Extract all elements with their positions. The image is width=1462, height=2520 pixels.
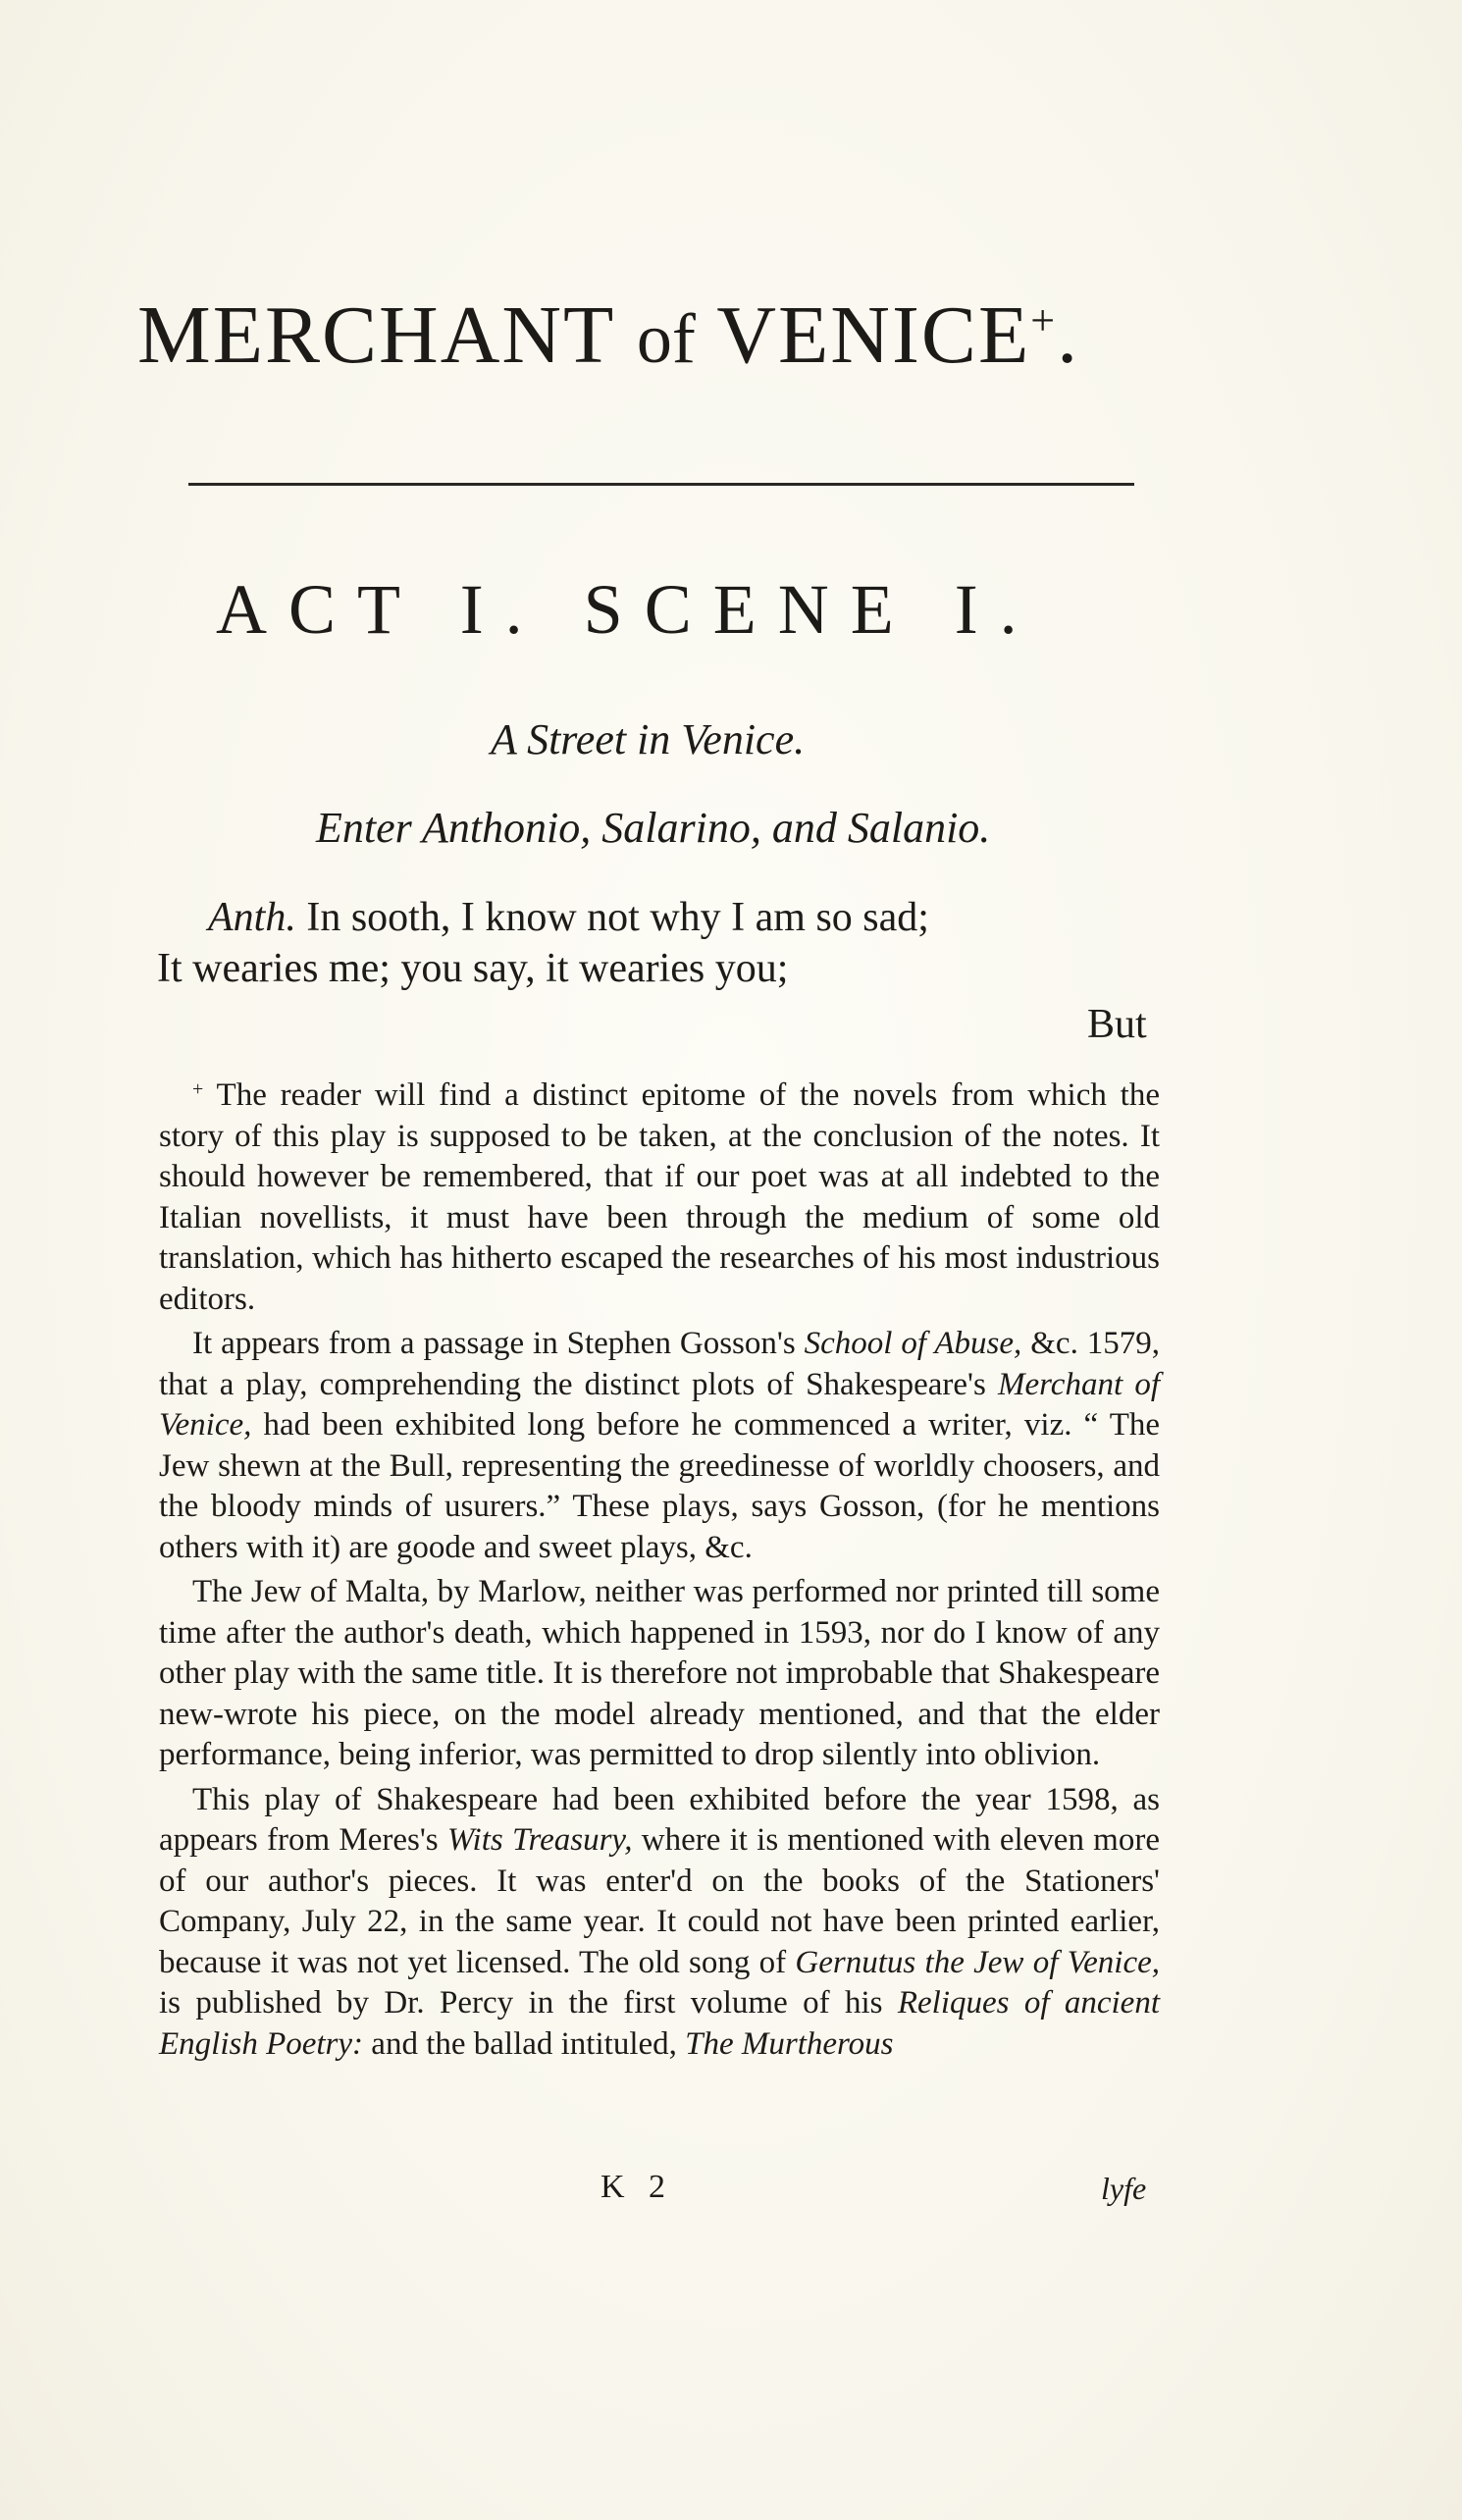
- scene-setting: A Street in Venice.: [491, 715, 806, 763]
- footnote-paragraph-1-text: The reader will find a distinct epitome of the novels from which the story of this play is supposed to be taken, at the conclusion of the notes. It should however be remembered, that if our poet was at all indebted to the Italian novellists, it must have been through the medium of some old translation, which has hitherto escaped the researches of his most industrious editors.: [159, 1077, 1160, 1317]
- title-place: VENICE: [716, 289, 1031, 381]
- footnote-4-text-g: and the ballad intituled,: [371, 2025, 677, 2062]
- footnote-4-title-murtherous: The Murtherous: [685, 2025, 894, 2062]
- footnote-mark: +: [192, 1078, 204, 1100]
- footnote-2-text-e: had been exhibited long before he commenced a writer, viz. “ The Jew shewn at the Bull, representing the greedinesse of worldly choosers, and the bloody minds of usurers.” These plays, says Gosson, (for he mentions others with it) are goode and sweet plays, &c.: [159, 1407, 1160, 1565]
- play-title: [137, 289, 1158, 381]
- title-period: .: [1057, 289, 1080, 381]
- footnote-4-title-gernutus: Gernutus the Jew of Venice,: [795, 1944, 1161, 1980]
- footnote-paragraph-3: The Jew of Malta, by Marlow, neither was performed nor printed till some time after the author's death, which happened in 1593, nor do I know of any other play with the same title. It is therefore not improbable that Shakespeare new-wrote his piece, on the model already mentioned, and that the elder performance, being inferior, was permitted to drop silently into oblivion.: [159, 1574, 1160, 1772]
- verse-line-1-text: In sooth, I know not why I am so sad;: [306, 895, 929, 940]
- footnote-paragraph-1: [159, 1070, 1160, 1320]
- title-of: of: [636, 299, 696, 378]
- footnote-2-title-school-of-abuse: School of Abuse,: [804, 1326, 1022, 1361]
- footnotes: [159, 1070, 1160, 2069]
- page-catchword: lyfe: [1101, 2171, 1147, 2206]
- stage-direction: Enter Anthonio, Salarino, and Salanio.: [316, 804, 991, 852]
- printer-signature-mark: K 2: [600, 2169, 674, 2205]
- verse-catchword: But: [1087, 1002, 1147, 1047]
- footnote-2-text-a: It appears from a passage in Stephen Gosson's: [192, 1326, 796, 1361]
- footnote-4-text-e: is published by Dr. Percy in the first volume of his: [159, 1985, 883, 2021]
- footnote-4-text-a: This play of Shakespeare had been exhibited before the year 1598, as appears from Meres's: [159, 1781, 1160, 1858]
- footnote-2-text-c: &c. 1579, that a play, comprehending the distinct plots of Shakespeare's: [159, 1326, 1161, 1402]
- title-main: MERCHANT: [137, 289, 614, 381]
- verse-line-1: [208, 893, 1219, 942]
- footnote-4-text-c: where it is mentioned with eleven more of our author's pieces. It was enter'd on the books of the Stationers' Company, July 22, in the same year. It could not have been printed earlier, because it was not yet licensed. The old song of: [159, 1822, 1160, 1980]
- footnote-4-title-wits-treasury: Wits Treasury,: [446, 1822, 633, 1858]
- footnote-4-title-reliques: Reliques of ancient English Poetry:: [159, 1985, 1160, 2062]
- footnote-reference-mark: +: [1030, 296, 1058, 344]
- verse-line-2: It wearies me; you say, it wearies you;: [157, 946, 789, 991]
- title-rule-divider: [188, 483, 1134, 486]
- footnote-2-title-merchant: Merchant of Venice,: [159, 1366, 1160, 1443]
- speaker-name: Anth.: [208, 895, 296, 940]
- footnote-paragraph-4: [159, 1780, 1160, 2066]
- act-scene-heading: ACT I. SCENE I.: [216, 570, 1039, 649]
- footnote-paragraph-2: [159, 1324, 1160, 1568]
